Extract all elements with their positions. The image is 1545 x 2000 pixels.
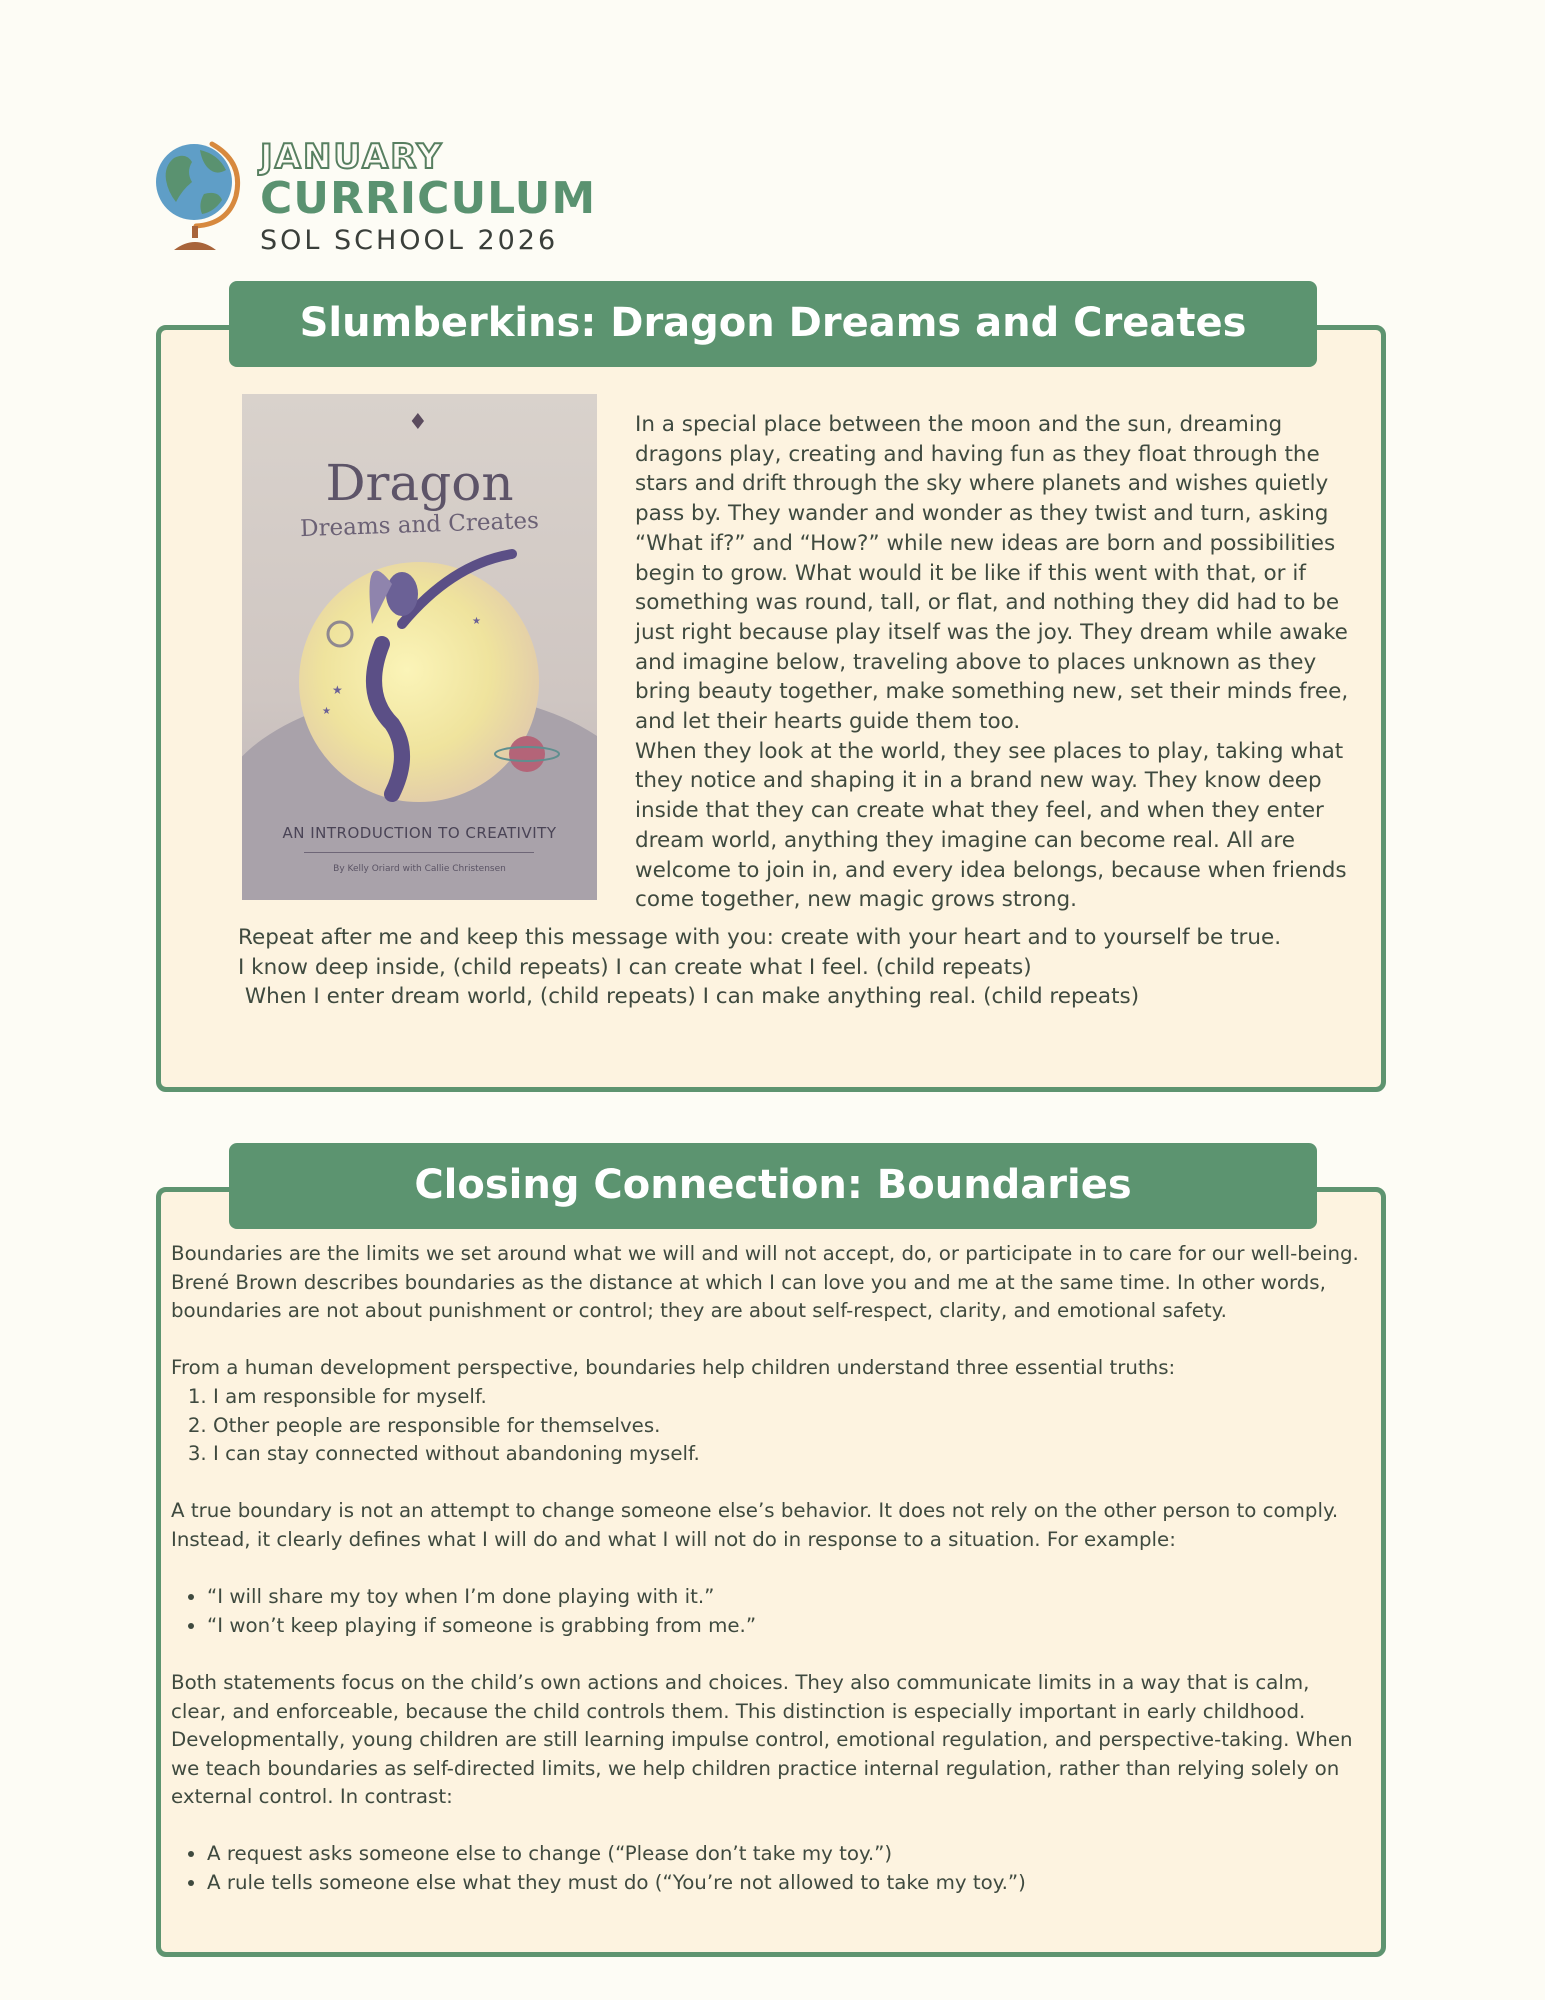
list-item: • “I will share my toy when I’m done playing with it.” bbox=[207, 1583, 1361, 1612]
truths-list bbox=[171, 1383, 1361, 1469]
svg-text:★: ★ bbox=[332, 683, 343, 697]
book-cover-image bbox=[242, 394, 597, 900]
truths-lead: From a human development perspective, boundaries help children understand three essential truths: bbox=[171, 1356, 1176, 1380]
cover-tagline: AN INTRODUCTION TO CREATIVITY bbox=[282, 824, 557, 842]
story-paragraph: When they look at the world, they see places to play, taking what they notice and shaping it in a brand new way. They know deep inside that they can create what they feel, and when they enter dream world, anything they imagine can become real. All are welcome to join in, and every idea belongs, because when friends come together, new magic grows strong. bbox=[635, 738, 1347, 913]
repeat-after-me bbox=[238, 923, 1358, 1012]
repeat-line: I know deep inside, (child repeats) I can create what I feel. (child repeats) bbox=[238, 954, 1032, 980]
globe-icon bbox=[152, 138, 244, 254]
list-item: 3. I can stay connected without abandoning myself. bbox=[213, 1440, 1361, 1469]
cover-title: Dragon bbox=[325, 454, 514, 512]
both-statements-paragraph: Both statements focus on the child’s own actions and choices. They also communicate limits in a way that is calm, clear, and enforceable, because the child controls them. This distinction is especially important in early childhood. Developmentally, young children are still learning impulse control, emotional regulation, and perspective-taking. When we teach boundaries as self-directed limits, we help children practice internal regulation, rather than relying solely on external control. In contrast: bbox=[171, 1670, 1353, 1809]
examples-list bbox=[171, 1583, 1361, 1640]
true-boundary-paragraph: A true boundary is not an attempt to change someone else’s behavior. It does not rely on the other person to comply. Instead, it clearly defines what I will do and what I will not do in response to a situation. For example: bbox=[171, 1499, 1339, 1551]
cover-author: By Kelly Oriard with Callie Christensen bbox=[333, 864, 506, 874]
list-item: 2. Other people are responsible for themselves. bbox=[213, 1412, 1361, 1441]
svg-text:★: ★ bbox=[322, 706, 331, 717]
cover-divider bbox=[304, 852, 534, 853]
cover-subtitle: Dreams and Creates bbox=[299, 507, 540, 543]
contrast-list bbox=[171, 1840, 1361, 1897]
publisher-logo-icon: ♦ bbox=[408, 410, 428, 435]
list-item: • A request asks someone else to change (“Please don’t take my toy.”) bbox=[207, 1840, 1361, 1869]
repeat-line: Repeat after me and keep this message with you: create with your heart and to yourself be true. bbox=[238, 925, 1282, 950]
list-item: 1. I am responsible for myself. bbox=[213, 1383, 1361, 1412]
header-title: CURRICULUM bbox=[260, 173, 597, 224]
story-text bbox=[635, 410, 1375, 915]
list-item: • A rule tells someone else what they must do (“You’re not allowed to take my toy.”) bbox=[207, 1869, 1361, 1898]
header-month: JANUARY bbox=[260, 137, 444, 177]
boundaries-text bbox=[171, 1240, 1361, 1898]
boundaries-intro: Boundaries are the limits we set around what we will and will not accept, do, or participate in to care for our well-being. Brené Brown describes boundaries as the distance at which I can love you and me at the same time. In other words, boundaries are not about punishment or control; they are about self-respect, clarity, and emotional safety. bbox=[171, 1242, 1359, 1323]
page-header bbox=[152, 138, 772, 258]
svg-text:★: ★ bbox=[472, 616, 481, 627]
section2-heading: Closing Connection: Boundaries bbox=[229, 1143, 1317, 1229]
header-subtitle: SOL SCHOOL 2026 bbox=[260, 225, 559, 256]
section1-heading: Slumberkins: Dragon Dreams and Creates bbox=[229, 281, 1317, 367]
repeat-line: When I enter dream world, (child repeats) I can make anything real. (child repeats) bbox=[238, 984, 1140, 1010]
list-item: • “I won’t keep playing if someone is grabbing from me.” bbox=[207, 1612, 1361, 1641]
story-paragraph: In a special place between the moon and the sun, dreaming dragons play, creating and having fun as they float through the stars and drift through the sky where planets and wishes quietly pass by. They wander and wonder as they twist and turn, asking “What if?” and “How?” while new ideas are born and possibilities begin to grow. What would it be like if this went with that, or if something was round, tall, or flat, and nothing they did had to be just right because play itself was the joy. They dream while awake and imagine below, traveling above to places unknown as they bring beauty together, make something new, set their minds free, and let their hearts guide them too. bbox=[635, 412, 1349, 735]
